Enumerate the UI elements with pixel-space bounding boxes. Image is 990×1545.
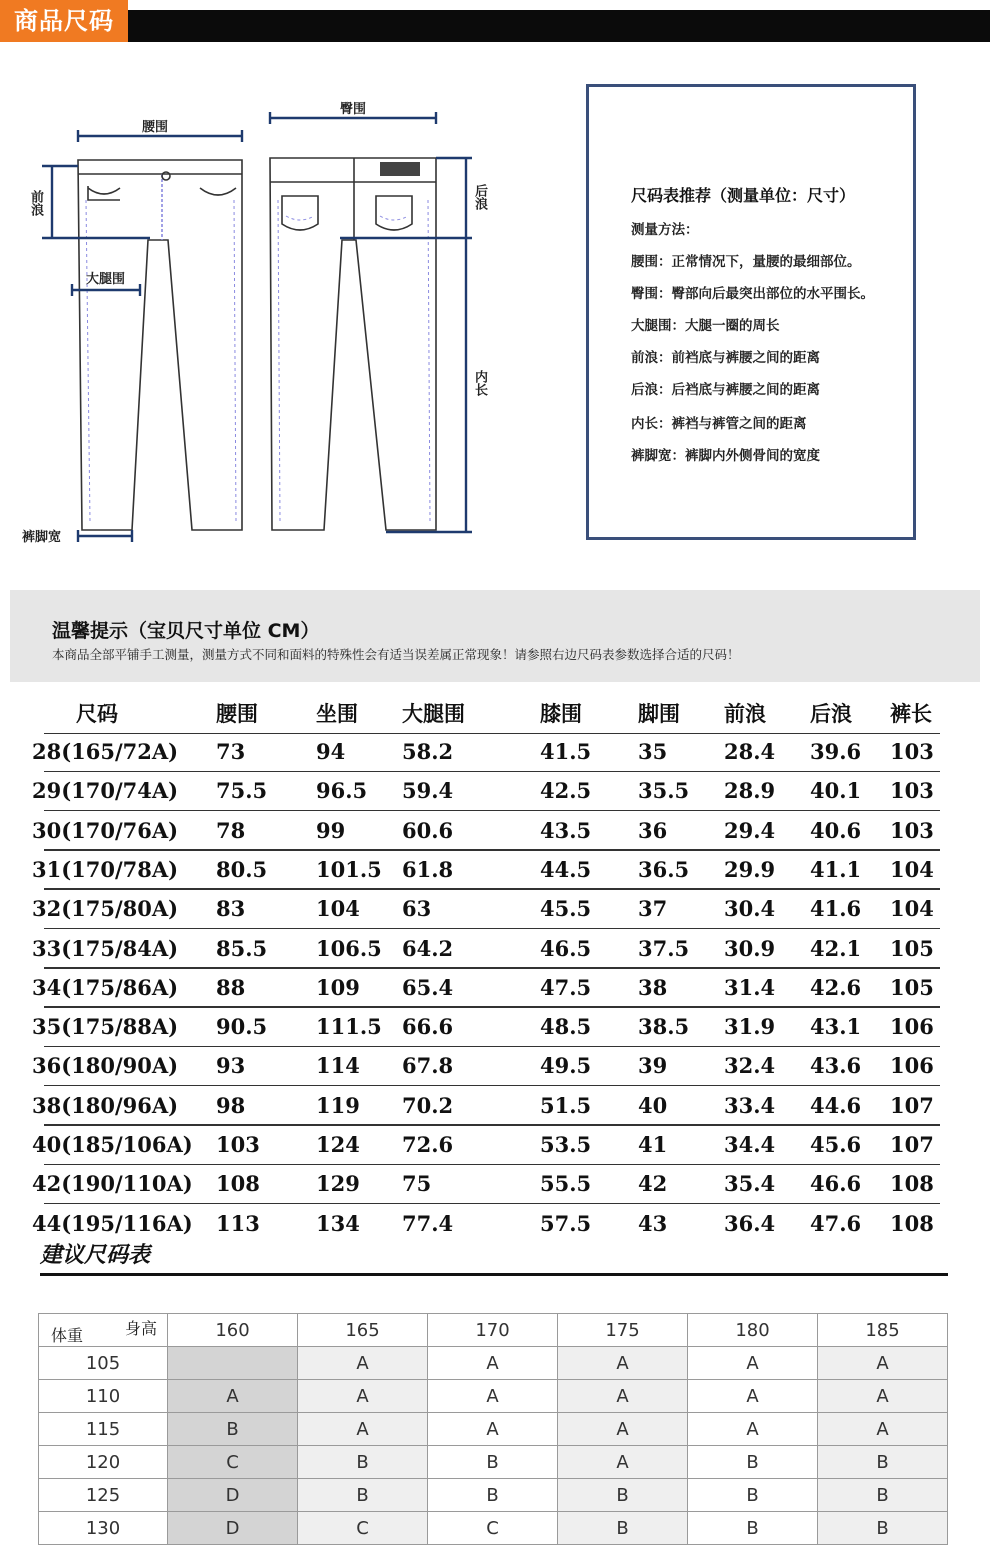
size-table-cell: 43.1: [810, 1014, 862, 1040]
tip-banner: [10, 590, 980, 682]
size-table-cell: 114: [316, 1053, 360, 1079]
size-table-cell: 124: [316, 1132, 360, 1157]
size-table-row: [30, 1125, 950, 1165]
size-table-cell: 134: [316, 1210, 360, 1236]
recommend-header-row: [39, 1314, 948, 1347]
size-table-cell: 41: [638, 1132, 668, 1157]
size-table-cell: 39.6: [810, 739, 862, 764]
size-table-cell: 34(175/86A): [32, 974, 179, 1000]
size-table-cell: 28.9: [724, 778, 776, 804]
label-hip: 臀围: [340, 102, 367, 117]
size-table-cell: 47.5: [540, 974, 592, 1000]
size-suggestion-cell: B: [818, 1479, 948, 1512]
size-table-cell: 65.4: [402, 974, 454, 1000]
size-table-cell: 73: [216, 739, 246, 764]
size-table-header-cell: 前浪: [724, 702, 766, 726]
size-suggestion-cell: A: [168, 1380, 298, 1413]
size-table-cell: 43: [638, 1210, 668, 1236]
size-suggestion-cell: A: [688, 1347, 818, 1380]
size-table-cell: 36(180/90A): [32, 1053, 179, 1079]
size-table-cell: 29.4: [724, 817, 776, 843]
size-suggestion-cell: B: [298, 1446, 428, 1479]
size-table-cell: 106.5: [316, 935, 382, 961]
label-back-rise: 后浪: [472, 184, 487, 210]
size-table-row: [30, 811, 950, 851]
size-table-cell: 45.5: [540, 896, 592, 922]
size-table-header-row: [30, 694, 950, 734]
size-suggestion-cell: B: [818, 1446, 948, 1479]
size-suggestion-cell: C: [428, 1512, 558, 1545]
label-leg-opening: 裤脚宽: [22, 530, 62, 545]
size-table-cell: 103: [890, 778, 934, 804]
size-table-cell: 77.4: [402, 1210, 454, 1236]
size-table-header-cell: 膝围: [540, 702, 582, 726]
size-table-cell: 101.5: [316, 856, 382, 882]
size-suggestion-cell: A: [688, 1380, 818, 1413]
size-table-cell: 58.2: [402, 739, 454, 764]
size-table-cell: 53.5: [540, 1132, 592, 1157]
size-suggestion-cell: A: [428, 1347, 558, 1380]
size-table-cell: 28(165/72A): [32, 739, 179, 764]
size-table-cell: 40(185/106A): [32, 1132, 193, 1157]
measure-line: 臀围：臀部向后最突出部位的水平围长。: [631, 286, 874, 302]
size-table-cell: 44.5: [540, 856, 592, 882]
size-suggestion-cell: A: [818, 1413, 948, 1446]
size-table-cell: 44(195/116A): [32, 1210, 193, 1236]
size-table-cell: 60.6: [402, 817, 454, 843]
corner-weight: 体重: [51, 1326, 84, 1345]
recommend-row: [39, 1479, 948, 1512]
size-table-cell: 42: [638, 1171, 668, 1197]
label-waist: 腰围: [142, 120, 169, 135]
size-suggestion-cell: B: [168, 1413, 298, 1446]
size-table-cell: 31.9: [724, 1014, 776, 1040]
size-table-header-cell: 尺码: [76, 702, 118, 726]
size-table-cell: 85.5: [216, 935, 268, 961]
size-suggestion-cell: B: [558, 1479, 688, 1512]
size-table-row: [30, 889, 950, 929]
size-table-row: [30, 929, 950, 969]
measure-line: 内长：裤裆与裤管之间的距离: [631, 416, 807, 432]
size-table-cell: 94: [316, 739, 346, 764]
size-suggestion-cell: B: [428, 1479, 558, 1512]
size-suggestion-cell: B: [428, 1446, 558, 1479]
size-suggestion-cell: A: [298, 1380, 428, 1413]
size-suggestion-cell: A: [558, 1413, 688, 1446]
size-table-cell: 99: [316, 817, 346, 843]
size-suggestion-cell: B: [688, 1446, 818, 1479]
size-suggestion-cell: A: [818, 1380, 948, 1413]
corner-cell: [39, 1314, 168, 1347]
recommend-table: [38, 1313, 948, 1545]
measurement-method-box: [586, 84, 916, 540]
size-table-cell: 40.1: [810, 778, 862, 804]
size-table-cell: 103: [890, 739, 934, 764]
size-table-header-cell: 后浪: [810, 702, 852, 726]
size-suggestion-cell: D: [168, 1479, 298, 1512]
size-table-cell: 42.1: [810, 935, 862, 961]
size-table-cell: 36.4: [724, 1210, 776, 1236]
size-table-cell: 59.4: [402, 778, 454, 804]
size-table-cell: 51.5: [540, 1092, 592, 1118]
size-table-cell: 111.5: [316, 1014, 382, 1040]
size-table-cell: 41.1: [810, 856, 862, 882]
corner-height: 身高: [124, 1319, 157, 1338]
size-table-row: [30, 732, 950, 772]
size-table-cell: 34.4: [724, 1132, 776, 1157]
size-table-cell: 78: [216, 817, 246, 843]
size-suggestion-cell: C: [168, 1446, 298, 1479]
size-table-cell: 88: [216, 974, 246, 1000]
size-table-cell: 30.9: [724, 935, 776, 961]
size-suggestion-cell: [168, 1347, 298, 1380]
size-table-cell: 44.6: [810, 1092, 862, 1118]
weight-cell: 125: [39, 1479, 168, 1512]
size-table-cell: 35.4: [724, 1171, 776, 1197]
recommend-title: 建议尺码表: [40, 1243, 151, 1268]
size-table-row: [30, 1204, 950, 1244]
height-header-cell: 160: [168, 1314, 298, 1347]
size-table-header-cell: 大腿围: [402, 702, 465, 726]
size-table-cell: 64.2: [402, 935, 454, 961]
size-table-cell: 43.5: [540, 817, 592, 843]
size-table-cell: 35: [638, 739, 668, 764]
label-inseam: 内长: [472, 370, 487, 396]
measure-line: 裤脚宽：裤脚内外侧骨间的宽度: [631, 448, 820, 464]
size-table-cell: 83: [216, 896, 246, 922]
size-suggestion-cell: A: [688, 1413, 818, 1446]
size-table-cell: 108: [216, 1171, 260, 1197]
size-table-cell: 108: [890, 1210, 934, 1236]
size-table-header-cell: 脚围: [638, 702, 680, 726]
size-table-header-cell: 坐围: [316, 702, 358, 726]
section-header: [0, 0, 990, 44]
size-table-cell: 103: [216, 1132, 260, 1157]
size-table-cell: 107: [890, 1132, 934, 1157]
size-table-cell: 42.5: [540, 778, 592, 804]
size-table-cell: 28.4: [724, 739, 776, 764]
size-table-row: [30, 1007, 950, 1047]
measure-line: 测量方法：: [631, 222, 699, 238]
size-table-cell: 104: [890, 896, 934, 922]
size-table-row: [30, 1046, 950, 1086]
height-header-cell: 185: [818, 1314, 948, 1347]
height-header-cell: 165: [298, 1314, 428, 1347]
size-table-cell: 90.5: [216, 1014, 268, 1040]
size-table-cell: 40: [638, 1092, 668, 1118]
size-suggestion-cell: A: [558, 1380, 688, 1413]
size-table-row: [30, 850, 950, 890]
weight-cell: 110: [39, 1380, 168, 1413]
size-table-cell: 37.5: [638, 935, 690, 961]
size-table-header-cell: 腰围: [216, 702, 258, 726]
size-table-cell: 72.6: [402, 1132, 454, 1157]
size-table-cell: 42.6: [810, 974, 862, 1000]
size-suggestion-cell: A: [298, 1413, 428, 1446]
size-table-cell: 57.5: [540, 1210, 592, 1236]
weight-cell: 120: [39, 1446, 168, 1479]
header-black-bar: [0, 10, 990, 42]
size-suggestion-cell: B: [688, 1479, 818, 1512]
size-suggestion-cell: B: [558, 1512, 688, 1545]
recommend-row: [39, 1512, 948, 1545]
size-table-cell: 75.5: [216, 778, 268, 804]
size-table-header-cell: 裤长: [890, 702, 932, 726]
size-table-cell: 29.9: [724, 856, 776, 882]
size-table-cell: 75: [402, 1171, 432, 1197]
size-suggestion-cell: A: [558, 1347, 688, 1380]
measure-line: 前浪：前裆底与裤腰之间的距离: [631, 350, 820, 366]
size-table-cell: 33(175/84A): [32, 935, 179, 961]
size-table-cell: 98: [216, 1092, 246, 1118]
size-table-cell: 67.8: [402, 1053, 454, 1079]
size-table-cell: 41.6: [810, 896, 862, 922]
recommend-row: [39, 1380, 948, 1413]
size-table-cell: 41.5: [540, 739, 592, 764]
size-table-cell: 39: [638, 1053, 668, 1079]
size-table-cell: 46.5: [540, 935, 592, 961]
size-table-cell: 30.4: [724, 896, 776, 922]
weight-cell: 115: [39, 1413, 168, 1446]
size-table-cell: 93: [216, 1053, 246, 1079]
size-table-row: [30, 1086, 950, 1126]
size-table-cell: 29(170/74A): [32, 778, 179, 804]
size-table-cell: 47.6: [810, 1210, 862, 1236]
size-table-cell: 32(175/80A): [32, 896, 179, 922]
size-table-cell: 106: [890, 1014, 934, 1040]
size-table-cell: 46.6: [810, 1171, 862, 1197]
size-table-cell: 38: [638, 974, 668, 1000]
size-table-row: [30, 771, 950, 811]
size-suggestion-cell: A: [428, 1413, 558, 1446]
size-table-cell: 38.5: [638, 1014, 690, 1040]
size-table-cell: 104: [890, 856, 934, 882]
size-table-cell: 105: [890, 974, 934, 1000]
size-table-cell: 129: [316, 1171, 360, 1197]
size-table-cell: 48.5: [540, 1014, 592, 1040]
size-suggestion-cell: C: [298, 1512, 428, 1545]
size-table-cell: 38(180/96A): [32, 1092, 179, 1118]
size-table-row: [30, 968, 950, 1008]
recommend-row: [39, 1347, 948, 1380]
size-table-cell: 55.5: [540, 1171, 592, 1197]
size-suggestion-cell: A: [428, 1380, 558, 1413]
size-table-cell: 66.6: [402, 1014, 454, 1040]
height-header-cell: 175: [558, 1314, 688, 1347]
size-table-cell: 42(190/110A): [32, 1171, 193, 1197]
recommend-divider: [40, 1273, 948, 1276]
size-table-cell: 106: [890, 1053, 934, 1079]
size-table-cell: 109: [316, 974, 360, 1000]
weight-cell: 130: [39, 1512, 168, 1545]
size-table-cell: 31(170/78A): [32, 856, 179, 882]
size-suggestion-cell: A: [298, 1347, 428, 1380]
measure-line: 腰围：正常情况下，量腰的最细部位。: [631, 254, 861, 270]
size-table-cell: 36.5: [638, 856, 690, 882]
size-table-cell: 119: [316, 1092, 360, 1118]
size-table-cell: 103: [890, 817, 934, 843]
size-table-cell: 43.6: [810, 1053, 862, 1079]
size-table-row: [30, 1164, 950, 1204]
size-suggestion-cell: A: [558, 1446, 688, 1479]
size-table-cell: 108: [890, 1171, 934, 1197]
tip-title: 温馨提示（宝贝尺寸单位 CM）: [52, 620, 320, 642]
size-table-cell: 49.5: [540, 1053, 592, 1079]
size-table-cell: 32.4: [724, 1053, 776, 1079]
recommend-row: [39, 1413, 948, 1446]
size-table-cell: 63: [402, 896, 432, 922]
pants-drawing: [0, 90, 520, 560]
size-table-cell: 37: [638, 896, 668, 922]
size-table-cell: 104: [316, 896, 360, 922]
recommend-row: [39, 1446, 948, 1479]
size-table-cell: 105: [890, 935, 934, 961]
size-table-cell: 107: [890, 1092, 934, 1118]
size-table-cell: 33.4: [724, 1092, 776, 1118]
label-front-rise: 前浪: [28, 190, 43, 216]
size-table-cell: 30(170/76A): [32, 817, 179, 843]
label-thigh: 大腿围: [86, 272, 126, 287]
size-table-cell: 61.8: [402, 856, 454, 882]
height-header-cell: 170: [428, 1314, 558, 1347]
height-header-cell: 180: [688, 1314, 818, 1347]
size-table-cell: 113: [216, 1210, 260, 1236]
measure-line: 后浪：后裆底与裤腰之间的距离: [631, 382, 820, 398]
size-table-cell: 40.6: [810, 817, 862, 843]
tip-text: 本商品全部平铺手工测量，测量方式不同和面料的特殊性会有适当误差属正常现象！请参照右边尺码表参数选择合适的尺码！: [52, 647, 740, 662]
size-table-cell: 45.6: [810, 1132, 862, 1157]
size-table-cell: 31.4: [724, 974, 776, 1000]
size-table-cell: 70.2: [402, 1092, 454, 1118]
size-suggestion-cell: B: [688, 1512, 818, 1545]
size-suggestion-cell: B: [298, 1479, 428, 1512]
weight-cell: 105: [39, 1347, 168, 1380]
pants-diagram: [0, 90, 520, 560]
measure-title: 尺码表推荐（测量单位：尺寸）: [631, 186, 856, 205]
measure-line: 大腿围：大腿一圈的周长: [631, 318, 780, 334]
size-table-cell: 35.5: [638, 778, 690, 804]
section-tag: 商品尺码: [0, 0, 128, 42]
size-table-cell: 36: [638, 817, 668, 843]
size-suggestion-cell: D: [168, 1512, 298, 1545]
size-table-cell: 80.5: [216, 856, 268, 882]
size-suggestion-cell: A: [818, 1347, 948, 1380]
size-suggestion-cell: B: [818, 1512, 948, 1545]
size-table-cell: 96.5: [316, 778, 368, 804]
size-table-cell: 35(175/88A): [32, 1014, 179, 1040]
